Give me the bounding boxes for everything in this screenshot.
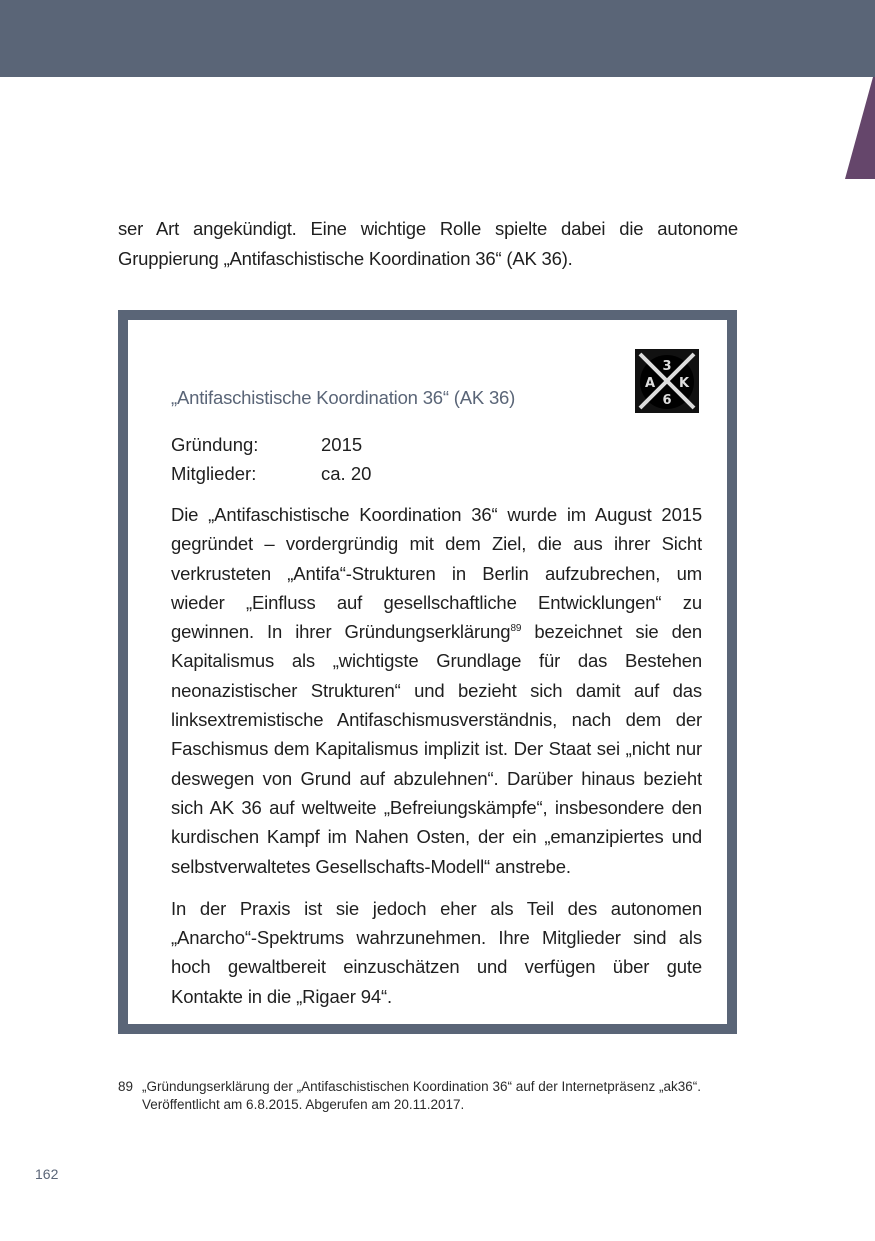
fact-label: Gründung: — [171, 434, 259, 455]
ak36-logo-icon — [635, 349, 699, 413]
fact-value: 2015 — [321, 434, 363, 455]
box-paragraph-2: In der Praxis ist sie jedoch eher als Teil des autonomen „Anarcho“-Spektrums wahrzunehmen. Ihre Mitglieder sind als hoch gewaltbereit einzuschätzen und verfügen über gute Kontakte in die „Rigaer 94“. — [171, 897, 702, 1007]
footnote-number: 89 — [118, 1079, 134, 1094]
svg-text:K: K — [678, 376, 690, 391]
box-body — [171, 500, 702, 1024]
footnote-row — [118, 1078, 758, 1114]
fact-label: Mitglieder: — [171, 463, 257, 484]
fact-value: ca. 20 — [321, 463, 372, 484]
intro-paragraph — [118, 214, 738, 274]
page-number: 162 — [35, 1166, 59, 1182]
box-title: „Antifaschistische Koordination 36“ (AK 36) — [171, 387, 516, 408]
intro-text: ser Art angekündigt. Eine wichtige Rolle spielte dabei die autonome Gruppierung „Antifaschistische Koordination 36“ (AK 36). — [118, 218, 738, 269]
paragraph-text: bezeichnet sie den Kapitalismus als „wichtigste Grundlage für das Bestehen neonazistischer Strukturen“ und bezieht sich damit auf das linksextremistische Antifaschismusverständnis, nach dem der Faschismus dem Kapitalismus implizit ist. Der Staat sei „nicht nur deswegen von Grund auf abzulehnen“. Darüber hinaus bezieht sich AK 36 auf weltweite „Befreiungskämpfe“, insbesondere den kurdischen Kampf im Nahen Osten, der ein „emanzipiertes und selbstverwaltetes Gesellschafts-Modell“ anstrebe. — [171, 621, 702, 877]
fact-row-founding — [171, 430, 371, 459]
svg-text:A: A — [644, 376, 656, 391]
footnote — [118, 1078, 758, 1114]
info-box — [118, 310, 737, 1034]
svg-text:3: 3 — [662, 359, 672, 374]
facts-list — [171, 430, 371, 488]
chapter-tab-marker — [840, 77, 875, 179]
header-band — [0, 0, 875, 77]
box-paragraph-1 — [171, 500, 702, 881]
footnote-line-1: „Gründungserklärung der „Antifaschistischen Koordination 36“ auf der Internetpräsenz „ak36“. — [142, 1079, 702, 1094]
footnote-reference[interactable]: 89 — [510, 623, 522, 635]
paragraph-text: Die „Antifaschistische Koordination 36“ wurde im August 2015 gegründet – vordergründig mit dem Ziel, die aus ihrer Sicht verkrusteten „Antifa“-Strukturen in Berlin aufzubrechen, um wieder „Einfluss auf gesellschaftliche Entwicklungen“ zu gewinnen. In ihrer Gründungserklärung — [171, 504, 702, 643]
svg-text:6: 6 — [662, 393, 672, 408]
footnote-text — [142, 1078, 701, 1114]
footnote-line-2: Veröffentlicht am 6.8.2015. Abgerufen am 20.11.2017. — [142, 1097, 465, 1112]
fact-row-members — [171, 459, 371, 488]
